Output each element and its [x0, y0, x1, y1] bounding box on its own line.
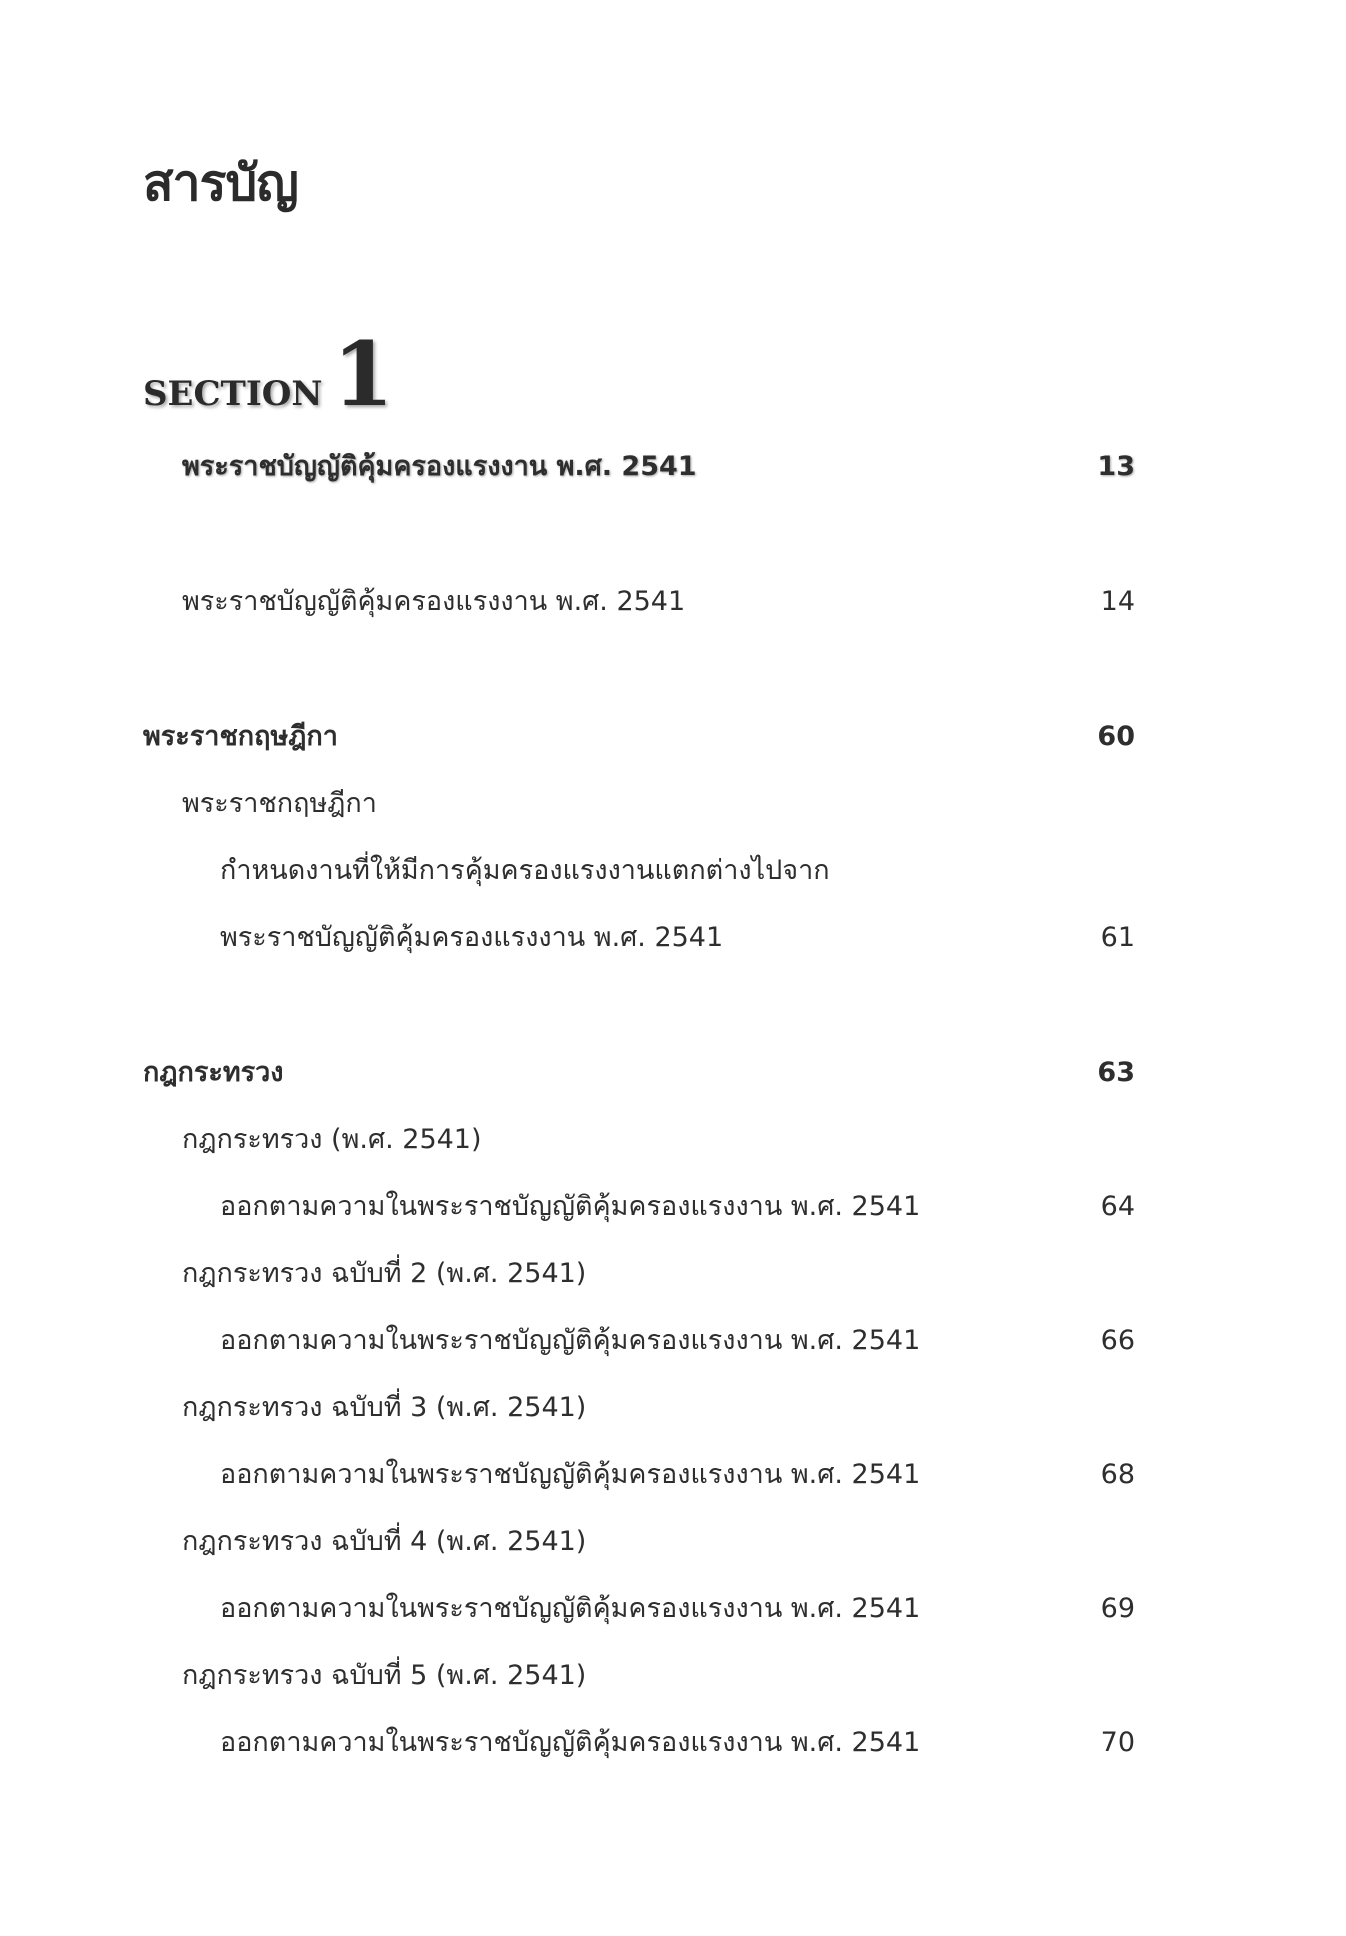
- toc-page-number: 63: [1097, 1057, 1135, 1088]
- section-heading: [143, 322, 394, 426]
- toc-entry[interactable]: [0, 1455, 1346, 1495]
- toc-page-number: 68: [1100, 1459, 1135, 1490]
- toc-entry-text: ออกตามความในพระราชบัญญัติคุ้มครองแรงงาน พ.ศ. 2541: [220, 1191, 921, 1222]
- page-title: สารบัญ: [143, 154, 298, 212]
- toc-page-number: 70: [1100, 1727, 1135, 1758]
- toc-entry-text: พระราชบัญญัติคุ้มครองแรงงาน พ.ศ. 2541: [182, 586, 686, 617]
- toc-entry[interactable]: [0, 1388, 1346, 1428]
- toc-entry-text: กฎกระทรวง ฉบับที่ 5 (พ.ศ. 2541): [182, 1660, 587, 1691]
- toc-page-number: 60: [1097, 721, 1135, 752]
- toc-entry[interactable]: [0, 1254, 1346, 1294]
- toc-entry-text: ออกตามความในพระราชบัญญัติคุ้มครองแรงงาน พ.ศ. 2541: [220, 1593, 921, 1624]
- toc-page-number: 13: [1097, 451, 1135, 482]
- section-number: 1: [332, 322, 394, 426]
- toc-page-number: 64: [1100, 1191, 1135, 1222]
- toc-entry-text: กฎกระทรวง ฉบับที่ 3 (พ.ศ. 2541): [182, 1392, 587, 1423]
- toc-entry-text: พระราชบัญญัติคุ้มครองแรงงาน พ.ศ. 2541: [182, 451, 697, 482]
- toc-entry[interactable]: [0, 918, 1346, 958]
- toc-entry[interactable]: [0, 1589, 1346, 1629]
- toc-entry-text: กฎกระทรวง (พ.ศ. 2541): [182, 1124, 482, 1155]
- toc-heading-royal-decree[interactable]: [0, 717, 1346, 757]
- toc-entry[interactable]: [0, 784, 1346, 824]
- toc-entry-text: กำหนดงานที่ให้มีการคุ้มครองแรงงานแตกต่างไปจาก: [220, 855, 830, 886]
- toc-entry-section-title[interactable]: [0, 447, 1346, 487]
- toc-page-number: 14: [1100, 586, 1135, 617]
- toc-heading-text: กฎกระทรวง: [143, 1057, 284, 1088]
- section-label: SECTION: [143, 374, 323, 414]
- toc-entry[interactable]: [0, 1321, 1346, 1361]
- toc-page-number: 61: [1100, 922, 1135, 953]
- toc-entry-text: ออกตามความในพระราชบัญญัติคุ้มครองแรงงาน พ.ศ. 2541: [220, 1727, 921, 1758]
- toc-heading-ministerial-regulation[interactable]: [0, 1053, 1346, 1093]
- toc-entry[interactable]: [0, 1522, 1346, 1562]
- toc-heading-text: พระราชกฤษฎีกา: [143, 721, 338, 752]
- toc-page-number: 69: [1100, 1593, 1135, 1624]
- toc-entry-text: พระราชบัญญัติคุ้มครองแรงงาน พ.ศ. 2541: [220, 922, 724, 953]
- toc-entry-text: กฎกระทรวง ฉบับที่ 2 (พ.ศ. 2541): [182, 1258, 587, 1289]
- toc-entry[interactable]: [0, 1723, 1346, 1763]
- toc-entry[interactable]: [0, 1656, 1346, 1696]
- toc-entry-text: พระราชกฤษฎีกา: [182, 788, 377, 819]
- toc-entry[interactable]: [0, 1187, 1346, 1227]
- toc-page-number: 66: [1100, 1325, 1135, 1356]
- toc-entry-text: ออกตามความในพระราชบัญญัติคุ้มครองแรงงาน พ.ศ. 2541: [220, 1459, 921, 1490]
- toc-entry-text: ออกตามความในพระราชบัญญัติคุ้มครองแรงงาน พ.ศ. 2541: [220, 1325, 921, 1356]
- toc-entry[interactable]: [0, 851, 1346, 891]
- toc-entry[interactable]: [0, 582, 1346, 622]
- toc-entry-text: กฎกระทรวง ฉบับที่ 4 (พ.ศ. 2541): [182, 1526, 587, 1557]
- toc-entry[interactable]: [0, 1120, 1346, 1160]
